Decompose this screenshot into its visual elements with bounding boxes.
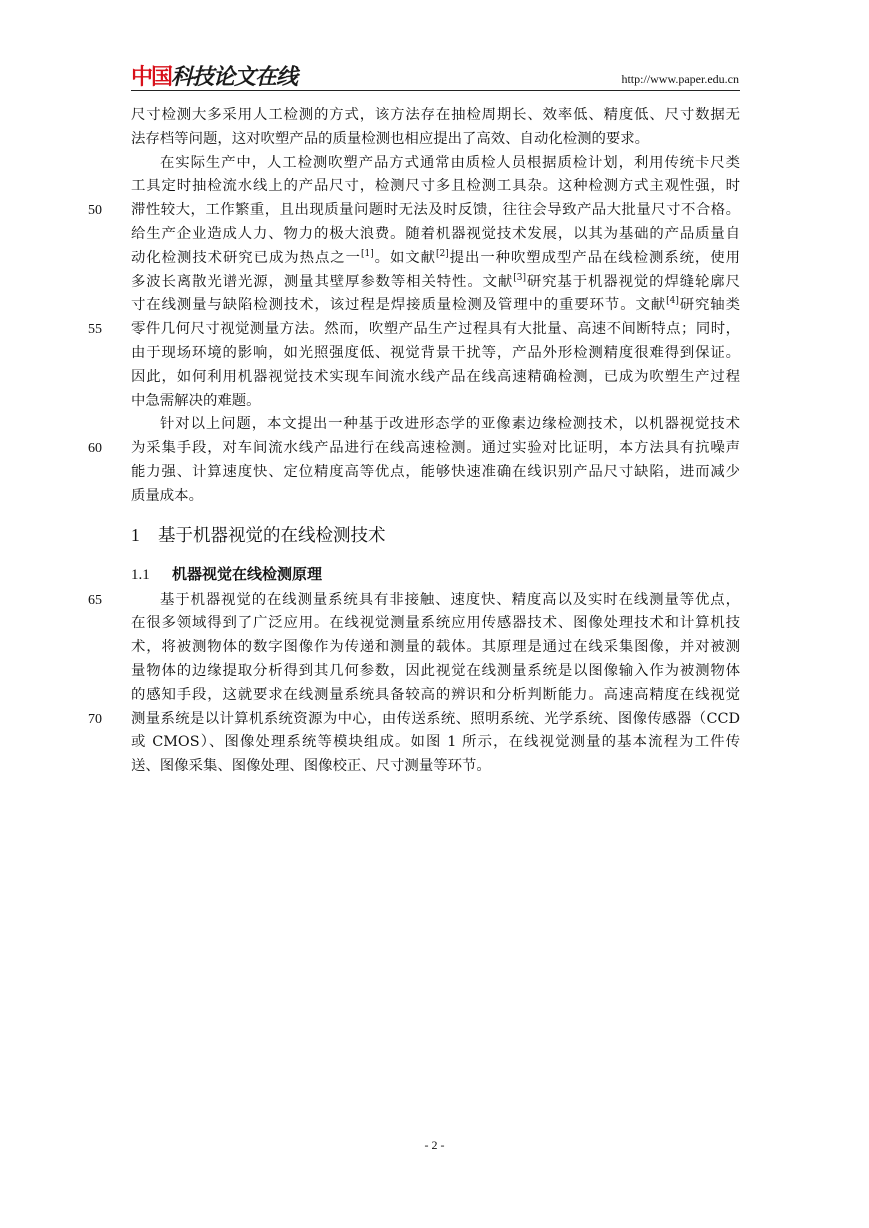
section-number: 1	[131, 524, 140, 545]
body-line: 能力强、计算速度快、定位精度高等优点，能够快速准确在线识别产品尺寸缺陷，进而减少	[131, 463, 740, 480]
body-line: 中急需解决的难题。	[131, 392, 261, 409]
body-line: 70 测量系统是以计算机系统资源为中心，由传送系统、照明系统、光学系统、图像传感器（CCD	[131, 708, 740, 732]
body-line: 动化检测技术研究已成为热点之一[1]。如文献[2]提出一种吹塑成型产品在线检测系统，使用	[131, 248, 740, 266]
header-divider	[131, 90, 740, 91]
body-line: 的感知手段，这就要求在线测量系统具备较高的辨识和分析判断能力。高速高精度在线视觉	[131, 686, 740, 703]
subsection-title: 机器视觉在线检测原理	[172, 564, 323, 583]
paper-body	[88, 104, 740, 779]
body-line: 因此，如何利用机器视觉技术实现车间流水线产品在线高速精确检测，已成为吹塑生产过程	[131, 368, 740, 385]
section-title: 基于机器视觉的在线检测技术	[158, 525, 386, 546]
body-line: 在实际生产中，人工检测吹塑产品方式通常由质检人员根据质检计划，利用传统卡尺类	[160, 154, 740, 171]
line-number: 65	[88, 592, 102, 608]
logo-red-text: 中国	[131, 64, 172, 90]
line-number: 55	[88, 322, 102, 338]
body-line: 送、图像采集、图像处理、图像校正、尺寸测量等环节。	[131, 758, 491, 775]
line-number: 50	[88, 203, 102, 219]
citation-ref[interactable]: [3]	[513, 272, 526, 283]
body-line: 多波长离散光谱光源，测量其壁厚参数等相关特性。文献[3]研究基于机器视觉的焊缝轮廓尺	[131, 272, 740, 290]
body-line: 由于现场环境的影响，如光照强度低、视觉背景干扰等，产品外形检测精度很难得到保证。	[131, 344, 740, 361]
body-line: 55 零件几何尺寸视觉测量方法。然而，吹塑产品生产过程具有大批量、高速不间断特点；同时，	[131, 318, 740, 342]
body-line: 50 滞性较大，工作繁重，且出现质量问题时无法及时反馈，往往会导致产品大批量尺寸不合格。	[131, 199, 740, 223]
body-line: 寸在线测量与缺陷检测技术，该过程是焊接质量检测及管理中的重要环节。文献[4]研究轴类	[131, 296, 740, 314]
citation-ref[interactable]: [4]	[666, 296, 679, 307]
body-line: 65 基于机器视觉的在线测量系统具有非接触、速度快、精度高以及实时在线测量等优点，	[131, 589, 740, 613]
body-line: 或 CMOS）、图像处理系统等模块组成。如图 1 所示，在线视觉测量的基本流程为工件传	[131, 734, 740, 751]
line-number: 60	[88, 441, 102, 457]
body-line: 量物体的边缘提取分析得到其几何参数，因此视觉在线测量系统是以图像输入作为被测物体	[131, 662, 740, 679]
logo-black-text: 科技论文在线	[171, 64, 298, 90]
body-line: 针对以上问题，本文提出一种基于改进形态学的亚像素边缘检测技术，以机器视觉技术	[160, 416, 740, 433]
body-line: 尺寸检测大多采用人工检测的方式，该方法存在抽检周期长、效率低、精度低、尺寸数据无	[131, 107, 740, 123]
body-line: 工具定时抽检流水线上的产品尺寸，检测尺寸多且检测工具杂。这种检测方式主观性强，时	[131, 178, 740, 195]
body-line: 法存档等问题，这对吹塑产品的质量检测也相应提出了高效、自动化检测的要求。	[131, 130, 650, 147]
body-line: 术，将被测物体的数字图像作为传递和测量的载体。其原理是通过在线采集图像，并对被测	[131, 639, 740, 656]
line-number: 70	[88, 711, 102, 727]
subsection-number: 1.1	[131, 566, 150, 583]
header-url[interactable]: http://www.paper.edu.cn	[621, 72, 739, 86]
body-line: 60 为采集手段，对车间流水线产品进行在线高速检测。通过实验对比证明，本方法具有抗噪声	[131, 437, 740, 461]
body-line: 给生产企业造成人力、物力的极大浪费。随着机器视觉技术发展，以其为基础的产品质量自	[131, 225, 740, 242]
page-number: - 2 -	[424, 1138, 445, 1152]
citation-ref[interactable]: [2]	[435, 248, 449, 259]
body-line: 质量成本。	[131, 487, 203, 504]
citation-ref[interactable]: [1]	[360, 248, 374, 259]
site-logo	[131, 61, 297, 89]
subsection-heading	[131, 559, 740, 589]
body-line: 在很多领域得到了广泛应用。在线视觉测量系统应用传感器技术、图像处理技术和计算机技	[131, 615, 740, 632]
section-heading	[131, 517, 740, 553]
